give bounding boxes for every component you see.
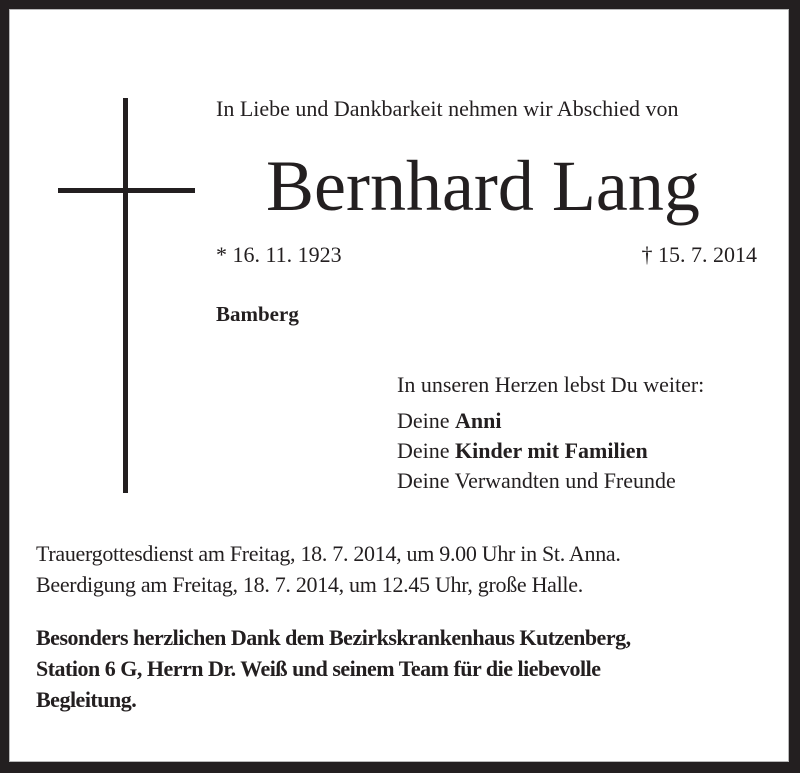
place: Bamberg: [216, 302, 299, 326]
mourner-name: Anni: [455, 408, 502, 433]
mourners-block: [397, 370, 704, 496]
mourner-prefix: Deine Verwandten und Freunde: [397, 468, 676, 493]
service-line-mass: Trauergottesdienst am Freitag, 18. 7. 2014, um 9.00 Uhr in St. Anna.: [36, 541, 621, 566]
service-line-burial: Beerdigung am Freitag, 18. 7. 2014, um 12.45 Uhr, große Halle.: [36, 572, 583, 597]
thanks-line: Begleitung.: [36, 687, 137, 712]
mourner-prefix: Deine: [397, 408, 456, 433]
mourner-line: [397, 436, 704, 466]
intro-text: In Liebe und Dankbarkeit nehmen wir Abschied von: [216, 96, 679, 121]
mourners-heading: In unseren Herzen lebst Du weiter:: [397, 372, 705, 397]
thanks-line: Station 6 G, Herrn Dr. Weiß und seinem Team für die liebevolle: [36, 656, 601, 681]
birth-date: * 16. 11. 1923: [216, 242, 342, 267]
mourner-line: [397, 406, 704, 436]
deceased-name: Bernhard Lang: [266, 146, 700, 226]
thanks-text: [36, 622, 631, 715]
service-details: [36, 538, 621, 600]
death-date: † 15. 7. 2014: [641, 242, 757, 267]
obituary-notice: [9, 9, 789, 762]
cross-horizontal-bar: [58, 188, 195, 193]
cross-vertical-bar: [123, 98, 128, 493]
thanks-line: Besonders herzlichen Dank dem Bezirkskrankenhaus Kutzenberg,: [36, 625, 631, 650]
mourner-prefix: Deine: [397, 438, 456, 463]
mourner-name: Kinder mit Familien: [455, 438, 648, 463]
mourner-line: [397, 466, 704, 496]
